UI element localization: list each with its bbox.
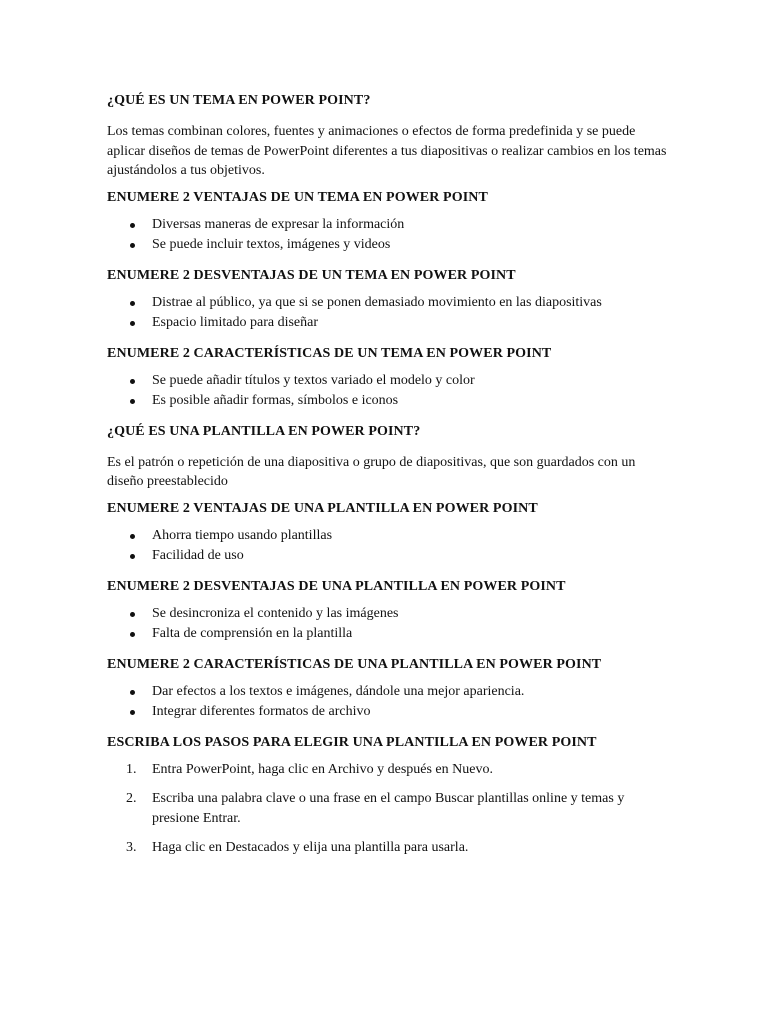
section-heading-desventajas-tema: ENUMERE 2 DESVENTAJAS DE UN TEMA EN POWER POINT (107, 267, 516, 283)
step-number: 1. (126, 761, 137, 777)
paragraph-tema-definition: Los temas combinan colores, fuentes y animaciones o efectos de forma predefinida y se puede aplicar diseños de temas de PowerPoint diferentes a tus diapositivas o realizar cambios en los temas ajustándolos a tus objetivos. (107, 124, 667, 178)
paragraph-plantilla-definition: Es el patrón o repetición de una diapositiva o grupo de diapositivas, que son guardados con un diseño preestablecido (107, 454, 636, 489)
list-item: Distrae al público, ya que si se ponen demasiado movimiento en las diapositivas (107, 293, 668, 314)
bullet-icon (130, 399, 135, 404)
list-item: Diversas maneras de expresar la información (107, 215, 668, 236)
bullet-list-desventajas-plantilla (107, 604, 668, 645)
bullet-icon (130, 710, 135, 715)
list-item: Integrar diferentes formatos de archivo (107, 702, 668, 723)
section-heading-pasos-plantilla: ESCRIBA LOS PASOS PARA ELEGIR UNA PLANTILLA EN POWER POINT (107, 734, 597, 750)
step-number: 3. (126, 839, 137, 855)
bullet-list-caracteristicas-plantilla (107, 682, 668, 723)
bullet-icon (130, 301, 135, 306)
list-item: Facilidad de uso (107, 546, 668, 567)
list-item: 3. Haga clic en Destacados y elija una plantilla para usarla. (107, 838, 668, 858)
section-heading-desventajas-plantilla: ENUMERE 2 DESVENTAJAS DE UNA PLANTILLA EN POWER POINT (107, 578, 566, 594)
bullet-icon (130, 223, 135, 228)
step-number: 2. (126, 790, 137, 806)
bullet-icon (130, 243, 135, 248)
bullet-icon (130, 690, 135, 695)
list-item: 1. Entra PowerPoint, haga clic en Archivo y después en Nuevo. (107, 760, 668, 780)
bullet-list-desventajas-tema (107, 293, 668, 334)
section-heading-que-es-tema: ¿QUÉ ES UN TEMA EN POWER POINT? (107, 93, 371, 108)
list-item: Se puede incluir textos, imágenes y videos (107, 235, 668, 256)
list-item: Es posible añadir formas, símbolos e iconos (107, 391, 668, 412)
bullet-icon (130, 554, 135, 559)
bullet-icon (130, 534, 135, 539)
bullet-list-ventajas-plantilla (107, 526, 668, 567)
section-heading-ventajas-tema: ENUMERE 2 VENTAJAS DE UN TEMA EN POWER POINT (107, 189, 488, 205)
list-item: 2. Escriba una palabra clave o una frase en el campo Buscar plantillas online y temas y presione Entrar. (126, 790, 625, 826)
bullet-icon (130, 612, 135, 617)
list-item: Ahorra tiempo usando plantillas (107, 526, 668, 547)
bullet-icon (130, 379, 135, 384)
section-heading-ventajas-plantilla: ENUMERE 2 VENTAJAS DE UNA PLANTILLA EN POWER POINT (107, 500, 538, 516)
bullet-icon (130, 321, 135, 326)
list-item: Se desincroniza el contenido y las imágenes (107, 604, 668, 625)
list-item: Se puede añadir títulos y textos variado el modelo y color (107, 371, 668, 392)
numbered-list-pasos (107, 760, 668, 858)
list-item: Espacio limitado para diseñar (107, 313, 668, 334)
section-heading-caracteristicas-tema: ENUMERE 2 CARACTERÍSTICAS DE UN TEMA EN POWER POINT (107, 345, 552, 361)
section-heading-caracteristicas-plantilla: ENUMERE 2 CARACTERÍSTICAS DE UNA PLANTILLA EN POWER POINT (107, 656, 602, 672)
bullet-list-ventajas-tema (107, 215, 668, 256)
section-heading-que-es-plantilla: ¿QUÉ ES UNA PLANTILLA EN POWER POINT? (107, 423, 421, 439)
list-item: Dar efectos a los textos e imágenes, dándole una mejor apariencia. (107, 682, 668, 703)
list-item: Falta de comprensión en la plantilla (107, 624, 668, 645)
bullet-list-caracteristicas-tema (107, 371, 668, 412)
bullet-icon (130, 632, 135, 637)
